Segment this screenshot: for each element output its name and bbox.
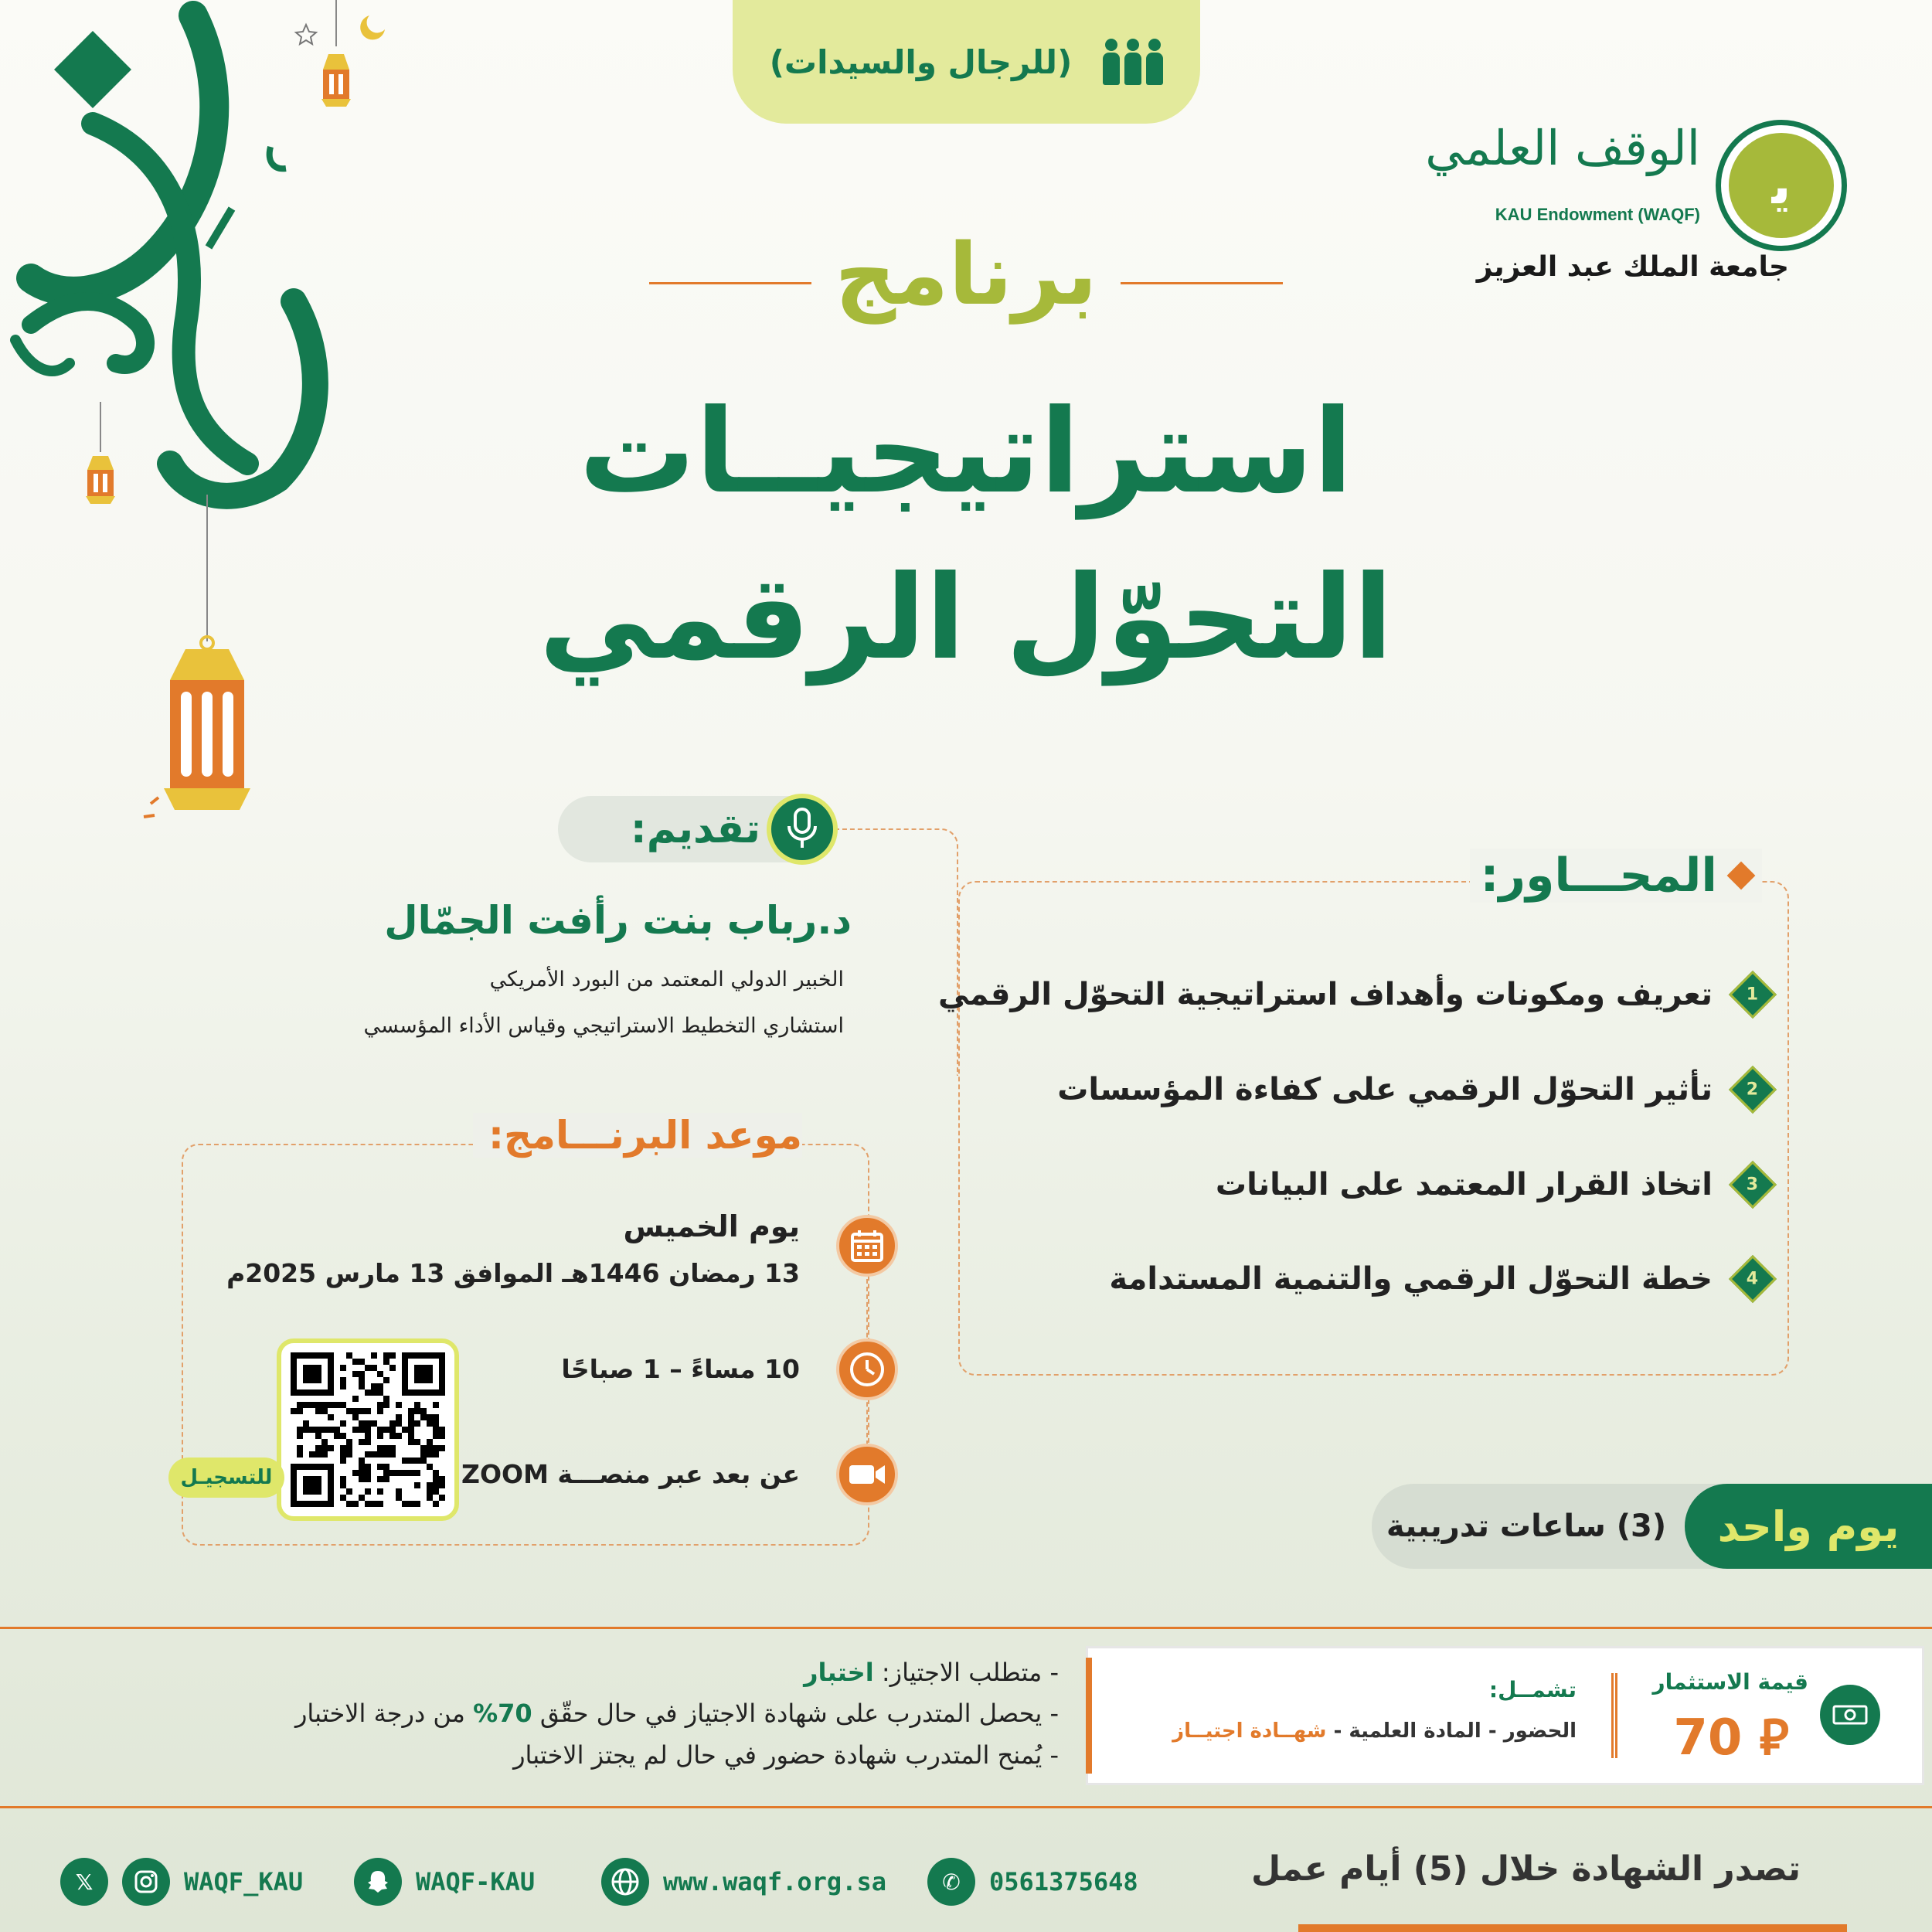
calendar-icon: [836, 1215, 898, 1277]
duration-hours: (3) ساعات تدريبية: [1386, 1509, 1667, 1544]
axis-text: اتخاذ القرار المعتمد على البيانات: [1215, 1167, 1713, 1202]
includes-value: [1121, 1719, 1577, 1743]
requirement-line-3: - يُمنح المتدرب شهادة حضور في حال لم يجتز الاختبار: [513, 1740, 1059, 1770]
diamond-bullet-icon: [1727, 862, 1756, 890]
people-icon: [1103, 39, 1163, 85]
axes-heading-wrap: [1470, 849, 1762, 903]
globe-icon: [601, 1858, 649, 1906]
schedule-heading: موعد البرنـــامج:: [473, 1113, 802, 1158]
axis-number-badge: 4: [1729, 1255, 1777, 1303]
presenter-heading: تقديم:: [630, 806, 760, 852]
axis-text: تأثير التحوّل الرقمي على كفاءة المؤسسات: [1057, 1072, 1713, 1107]
schedule-platform: عن بعد عبر منصـــة ZOOM: [461, 1459, 800, 1489]
phone-contact[interactable]: [927, 1855, 1138, 1909]
footer-accent-bar: [1298, 1924, 1847, 1932]
whatsapp-icon: ✆: [927, 1858, 975, 1906]
qr-code-icon: [291, 1352, 445, 1507]
presenter-role-2: استشاري التخطيط الاستراتيجي وقياس الأداء المؤسسي: [363, 1014, 844, 1038]
axis-number-badge: 3: [1729, 1161, 1777, 1209]
program-title-line-1: استراتيجيــات: [579, 385, 1353, 519]
program-title-line-2: التحوّل الرقمي: [539, 551, 1393, 685]
microphone-icon: [767, 794, 838, 865]
duration-day: يوم واحد: [1685, 1484, 1932, 1569]
audience-label: (للرجال والسيدات): [769, 43, 1073, 81]
axis-item: [958, 1252, 1770, 1306]
logo-english-name: KAU Endowment (WAQF): [1495, 205, 1700, 224]
investment-box-accent: [1086, 1658, 1092, 1774]
investment-divider: [1611, 1673, 1617, 1758]
axis-text: تعريف ومكونات وأهداف استراتيجية التحوّل الرقمي: [937, 977, 1713, 1012]
snapchat-contact[interactable]: [354, 1855, 535, 1909]
social-handle[interactable]: WAQF_KAU: [184, 1867, 304, 1896]
includes-plain: الحضور - المادة العلمية -: [1326, 1719, 1577, 1743]
logo-university-name: جامعة الملك عبد العزيز: [1476, 251, 1789, 283]
investment-label: قيمة الاستثمار: [1652, 1669, 1808, 1695]
website-contact[interactable]: [601, 1855, 886, 1909]
instagram-icon[interactable]: [122, 1858, 170, 1906]
requirement-line-2: - يحصل المتدرب على شهادة الاجتياز في حال حقّق 70% من درجة الاختبار: [294, 1699, 1059, 1728]
investment-value: 70 ⃁: [1673, 1709, 1789, 1767]
video-camera-icon: [836, 1444, 898, 1505]
money-icon: [1820, 1685, 1880, 1745]
ramadan-calligraphy-decoration: [0, 0, 402, 827]
axis-number-badge: 2: [1729, 1066, 1777, 1114]
logo-arabic-name: الوقف العلمي: [1425, 120, 1700, 176]
phone-number[interactable]: 0561375648: [989, 1867, 1138, 1896]
registration-qr-code[interactable]: [277, 1338, 459, 1521]
includes-highlight: شهــادة اجتيــاز: [1172, 1719, 1327, 1743]
register-tag[interactable]: للتسجيـل: [168, 1458, 284, 1498]
axis-item: [937, 968, 1770, 1022]
program-label: برنامج: [835, 225, 1097, 324]
small-lantern-icon: [321, 54, 351, 107]
endowment-emblem-icon: ﯾ: [1716, 120, 1847, 251]
x-twitter-icon[interactable]: 𝕏: [60, 1858, 108, 1906]
schedule-time: 10 مساءً – 1 صباحًا: [561, 1354, 800, 1384]
presenter-role-1: الخبير الدولي المعتمد من البورد الأمريكي: [489, 968, 844, 992]
schedule-day: يوم الخميس: [623, 1209, 800, 1243]
includes-label: تشمــل:: [1488, 1677, 1577, 1702]
axis-item: [958, 1158, 1770, 1212]
social-contact[interactable]: [60, 1855, 303, 1909]
axis-number-badge: 1: [1729, 971, 1777, 1019]
schedule-date: 13 رمضان 1446هـ الموافق 13 مارس 2025م: [226, 1258, 800, 1288]
presenter-connector-frame: [835, 828, 958, 1076]
axis-item: [958, 1063, 1770, 1117]
requirement-line-1: - متطلب الاجتياز: اختبار: [804, 1658, 1059, 1687]
audience-badge: [733, 0, 1200, 124]
presenter-name: د.رباب بنت رأفت الجمّال: [384, 898, 852, 943]
certificate-notice: تصدر الشهادة خلال (5) أيام عمل: [1250, 1849, 1801, 1889]
snapchat-handle[interactable]: WAQF-KAU: [416, 1867, 536, 1896]
axes-heading: المحـــاور:: [1480, 849, 1717, 903]
kau-endowment-logo: [1425, 104, 1847, 290]
snapchat-icon: [354, 1858, 402, 1906]
axis-text: خطة التحوّل الرقمي والتنمية المستدامة: [1109, 1261, 1713, 1297]
website-link[interactable]: www.waqf.org.sa: [663, 1867, 886, 1896]
clock-icon: [836, 1338, 898, 1400]
